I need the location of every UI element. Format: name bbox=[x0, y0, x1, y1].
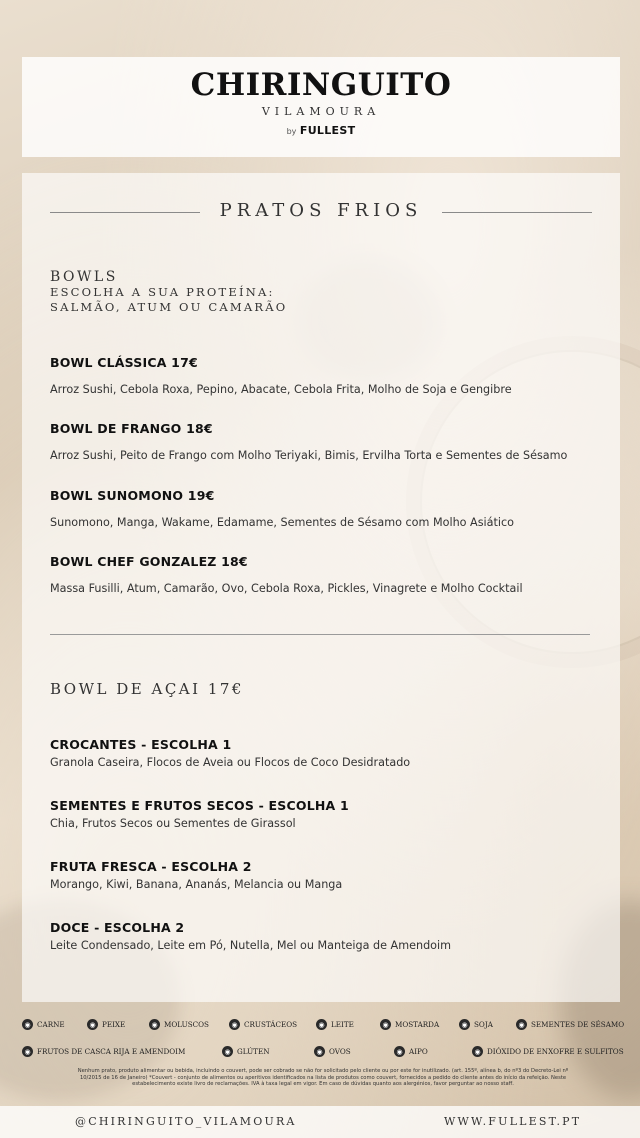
fullest-logo: FULLEST bbox=[299, 124, 356, 137]
allergen-item bbox=[316, 1019, 354, 1030]
menu-card bbox=[22, 173, 620, 1002]
menu-item-name: DOCE - ESCOLHA 2 bbox=[50, 920, 185, 935]
section-title bbox=[22, 200, 620, 224]
allergen-label: DIÓXIDO DE ENXOFRE E SULFITOS bbox=[487, 1047, 624, 1056]
menu-item bbox=[50, 421, 610, 462]
disclaimer-line: 10/2015 de 16 de Janeiro) *Couvert - conjunto de alimentos ou aperitivos identificados na lista de produtos como couvert, fornecidos a pedido do cliente antes do início da refeição. Neste bbox=[79, 1074, 567, 1081]
section-title-text: PRATOS FRIOS bbox=[219, 200, 423, 221]
disclaimer-line: Nenhum prato, produto alimentar ou bebida, incluindo o couvert, pode ser cobrado se não for solicitado pelo cliente ou por este for inutilizado. (art. 155º, alínea b, do nº3 do Decreto-Lei nº bbox=[77, 1068, 569, 1074]
allergen-item bbox=[516, 1019, 624, 1030]
soy-icon: ◉ bbox=[459, 1019, 470, 1030]
by-label: by bbox=[286, 127, 297, 136]
egg-icon: ◉ bbox=[314, 1046, 325, 1057]
menu-item-description: Granola Caseira, Flocos de Aveia ou Flocos de Coco Desidratado bbox=[50, 756, 411, 769]
allergen-label: CARNE bbox=[37, 1020, 65, 1029]
allergen-label: SEMENTES DE SÉSAMO bbox=[531, 1020, 625, 1029]
menu-item bbox=[50, 554, 610, 595]
menu-item-name: BOWL SUNOMONO 19€ bbox=[50, 488, 215, 503]
allergen-item bbox=[22, 1046, 185, 1057]
instagram-handle[interactable]: @CHIRINGUITO_VILAMOURA bbox=[75, 1115, 297, 1128]
brand-header bbox=[22, 57, 620, 157]
allergen-item bbox=[394, 1046, 428, 1057]
menu-item-description: Chia, Frutos Secos ou Sementes de Girassol bbox=[50, 817, 296, 830]
allergen-item bbox=[472, 1046, 624, 1057]
menu-item bbox=[50, 355, 610, 396]
mustard-icon: ◉ bbox=[380, 1019, 391, 1030]
menu-item-name: SEMENTES E FRUTOS SECOS - ESCOLHA 1 bbox=[50, 798, 349, 813]
title-rule-right bbox=[442, 212, 592, 213]
allergen-item bbox=[22, 1019, 65, 1030]
protein-note-line2: SALMÃO, ATUM OU CAMARÃO bbox=[50, 300, 288, 314]
menu-item bbox=[50, 737, 610, 769]
allergen-item bbox=[314, 1046, 351, 1057]
allergen-label: GLÚTEN bbox=[237, 1047, 270, 1056]
bowls-heading bbox=[50, 269, 287, 315]
footer-bar bbox=[0, 1106, 640, 1138]
section-divider bbox=[50, 634, 590, 635]
allergen-item bbox=[222, 1046, 270, 1057]
protein-note-line1: ESCOLHA A SUA PROTEÍNA: bbox=[50, 285, 275, 299]
brand-location: VILAMOURA bbox=[261, 105, 381, 118]
allergen-item bbox=[380, 1019, 439, 1030]
disclaimer-line: estabelecimento existe livro de reclamações. IVA à taxa legal em vigor. Em caso de dúvidas quanto aos alergénios, favor perguntar ao nosso staff. bbox=[132, 1081, 514, 1087]
allergen-label: MOLUSCOS bbox=[164, 1020, 209, 1029]
menu-item-description: Leite Condensado, Leite em Pó, Nutella, Mel ou Manteiga de Amendoim bbox=[50, 939, 452, 952]
allergen-label: FRUTOS DE CASCA RIJA E AMENDOIM bbox=[37, 1047, 186, 1056]
allergen-label: OVOS bbox=[329, 1047, 351, 1056]
allergen-label: PEIXE bbox=[102, 1020, 126, 1029]
menu-item-name: CROCANTES - ESCOLHA 1 bbox=[50, 737, 232, 752]
allergen-label: LEITE bbox=[331, 1020, 354, 1029]
allergen-label: CRUSTÁCEOS bbox=[244, 1020, 298, 1029]
milk-icon: ◉ bbox=[316, 1019, 327, 1030]
menu-item-description: Massa Fusilli, Atum, Camarão, Ovo, Cebola Roxa, Pickles, Vinagrete e Molho Cocktail bbox=[50, 582, 523, 595]
sesame-icon: ◉ bbox=[516, 1019, 527, 1030]
gluten-icon: ◉ bbox=[222, 1046, 233, 1057]
allergen-item bbox=[149, 1019, 209, 1030]
menu-item bbox=[50, 920, 610, 952]
fish-icon: ◉ bbox=[87, 1019, 98, 1030]
menu-item-description: Arroz Sushi, Peito de Frango com Molho Teriyaki, Bimis, Ervilha Torta e Sementes de Sésamo bbox=[50, 449, 568, 462]
menu-item-description: Morango, Kiwi, Banana, Ananás, Melancia ou Manga bbox=[50, 878, 343, 891]
meat-icon: ◉ bbox=[22, 1019, 33, 1030]
by-fullest bbox=[22, 124, 620, 137]
nuts-icon: ◉ bbox=[22, 1046, 33, 1057]
menu-item bbox=[50, 798, 610, 830]
title-rule-left bbox=[50, 212, 200, 213]
menu-item-description: Arroz Sushi, Cebola Roxa, Pepino, Abacate, Cebola Frita, Molho de Soja e Gengibre bbox=[50, 383, 512, 396]
menu-item-name: FRUTA FRESCA - ESCOLHA 2 bbox=[50, 859, 252, 874]
sulphite-icon: ◉ bbox=[472, 1046, 483, 1057]
celery-icon: ◉ bbox=[394, 1046, 405, 1057]
menu-item-name: BOWL CHEF GONZALEZ 18€ bbox=[50, 554, 248, 569]
acai-heading: BOWL DE AÇAI 17€ bbox=[50, 680, 244, 698]
menu-item bbox=[50, 488, 610, 529]
legal-disclaimer bbox=[28, 1068, 618, 1088]
mollusc-icon: ◉ bbox=[149, 1019, 160, 1030]
brand-logo: CHIRINGUITO bbox=[190, 67, 452, 103]
menu-item-description: Sunomono, Manga, Wakame, Edamame, Sementes de Sésamo com Molho Asiático bbox=[50, 516, 514, 529]
allergen-item bbox=[87, 1019, 125, 1030]
bowls-title: BOWLS bbox=[50, 269, 118, 285]
allergen-legend bbox=[20, 1016, 628, 1066]
menu-item-name: BOWL DE FRANGO 18€ bbox=[50, 421, 213, 436]
allergen-item bbox=[459, 1019, 493, 1030]
allergen-item bbox=[229, 1019, 297, 1030]
allergen-label: AIPO bbox=[409, 1047, 428, 1056]
crustacean-icon: ◉ bbox=[229, 1019, 240, 1030]
allergen-label: SOJA bbox=[474, 1020, 493, 1029]
menu-item-name: BOWL CLÁSSICA 17€ bbox=[50, 355, 198, 370]
allergen-label: MOSTARDA bbox=[395, 1020, 440, 1029]
menu-item bbox=[50, 859, 610, 891]
website-link[interactable]: WWW.FULLEST.PT bbox=[444, 1115, 582, 1128]
